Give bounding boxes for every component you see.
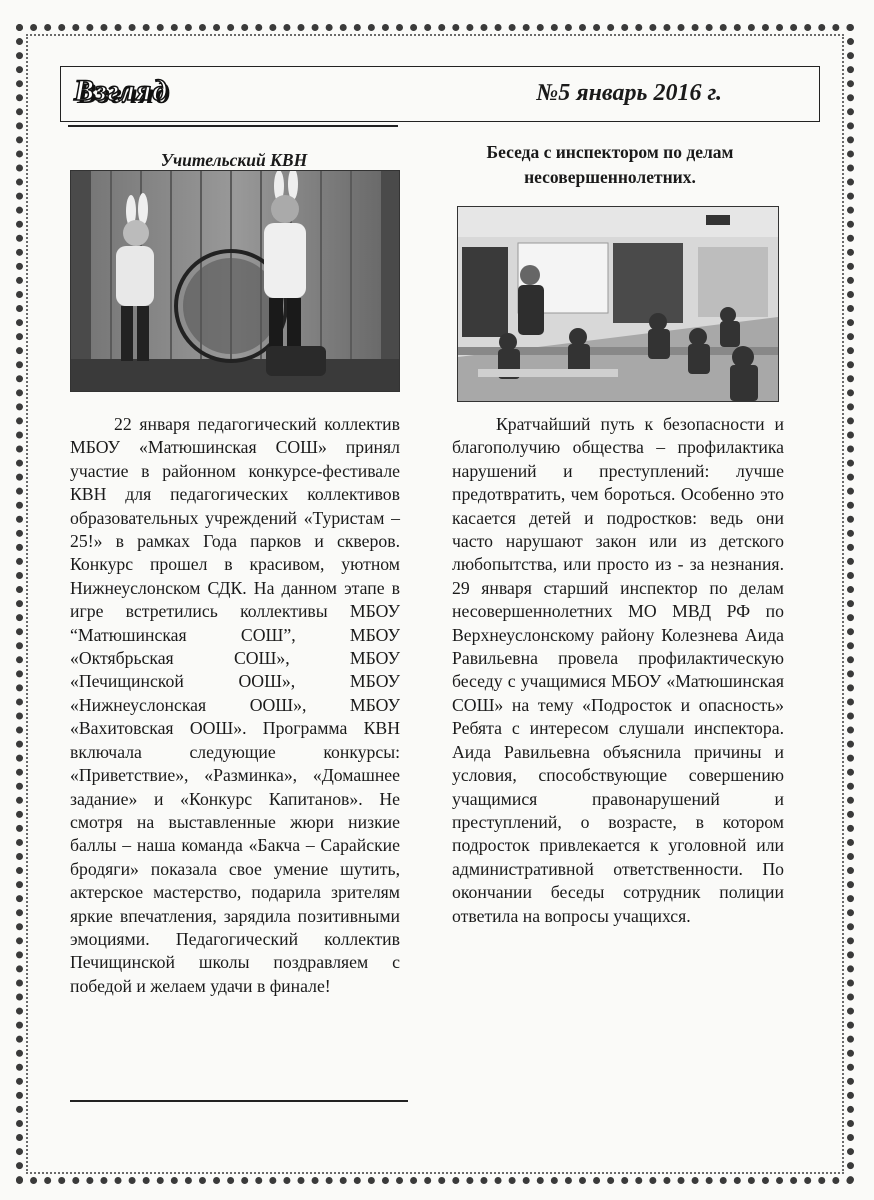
right-article-title <box>440 140 780 190</box>
left-article-body: 22 января педагогический коллектив МБОУ «Матюшинская СОШ» принял участие в районном конкурсе-фестивале КВН для педагогических коллективов образовательных учреждений «Туристам – 25!» в рамках Года парков и скверов. Конкурс прошел в красивом, уютном Нижнеуслонском СДК. На данном этапе в игре встретились коллективы МБОУ “Матюшинская СОШ”, МБОУ «Октябрьская СОШ», МБОУ «Печищинской ООШ», МБОУ «Нижнеуслонская ООШ», МБОУ «Вахитовская ООШ». Программа КВН включала следующие конкурсы: «Приветствие», «Разминка», «Домашнее задание» и «Конкурс Капитанов». Не смотря на выставленные жюри низкие баллы – наша команда «Бакча – Сарайские бродяги» показала свое умение шутить, актерское мастерство, подарила зрителям яркие впечатления, зарядила позитивными эмоциями. Педагогический коллектив Печищинской школы поздравляем с победой и желаем удачи в финале! <box>70 414 400 996</box>
right-title-line2: несовершеннолетних. <box>524 167 696 187</box>
kvn-stage-photo <box>70 170 400 392</box>
left-article-title: Учительский КВН <box>160 150 308 170</box>
footer-divider <box>70 1100 408 1102</box>
right-title-line1: Беседа с инспектором по делам <box>486 142 734 162</box>
classroom-photo <box>457 206 779 402</box>
newspaper-logo: Взгляд <box>74 74 169 107</box>
issue-number: №5 январь 2016 г. <box>536 80 722 106</box>
header-divider <box>68 125 398 127</box>
right-article-body: Кратчайший путь к безопасности и благополучию общества – профилактика нарушений и преступлений: лучше предотвратить, чем бороться. Особенно это касается детей и подростков: ведь они часто нарушают закон или из детского любопытства, или просто из - за незнания. 29 января старший инспектор по делам несовершеннолетних МО МВД РФ по Верхнеуслонскому району Колезнева Аида Равильевна провела профилактическую беседу с учащимися МБОУ «Матюшинская СОШ» на тему «Подросток и опасность» Ребята с интересом слушали инспектора. Аида Равильевна объяснила причины и условия, способствующие совершению учащимися правонарушений и преступлений, о возрасте, в котором подросток привлекается к уголовной или административной ответственности. По окончании беседы сотрудник полиции ответила на вопросы учащихся. <box>452 414 784 926</box>
